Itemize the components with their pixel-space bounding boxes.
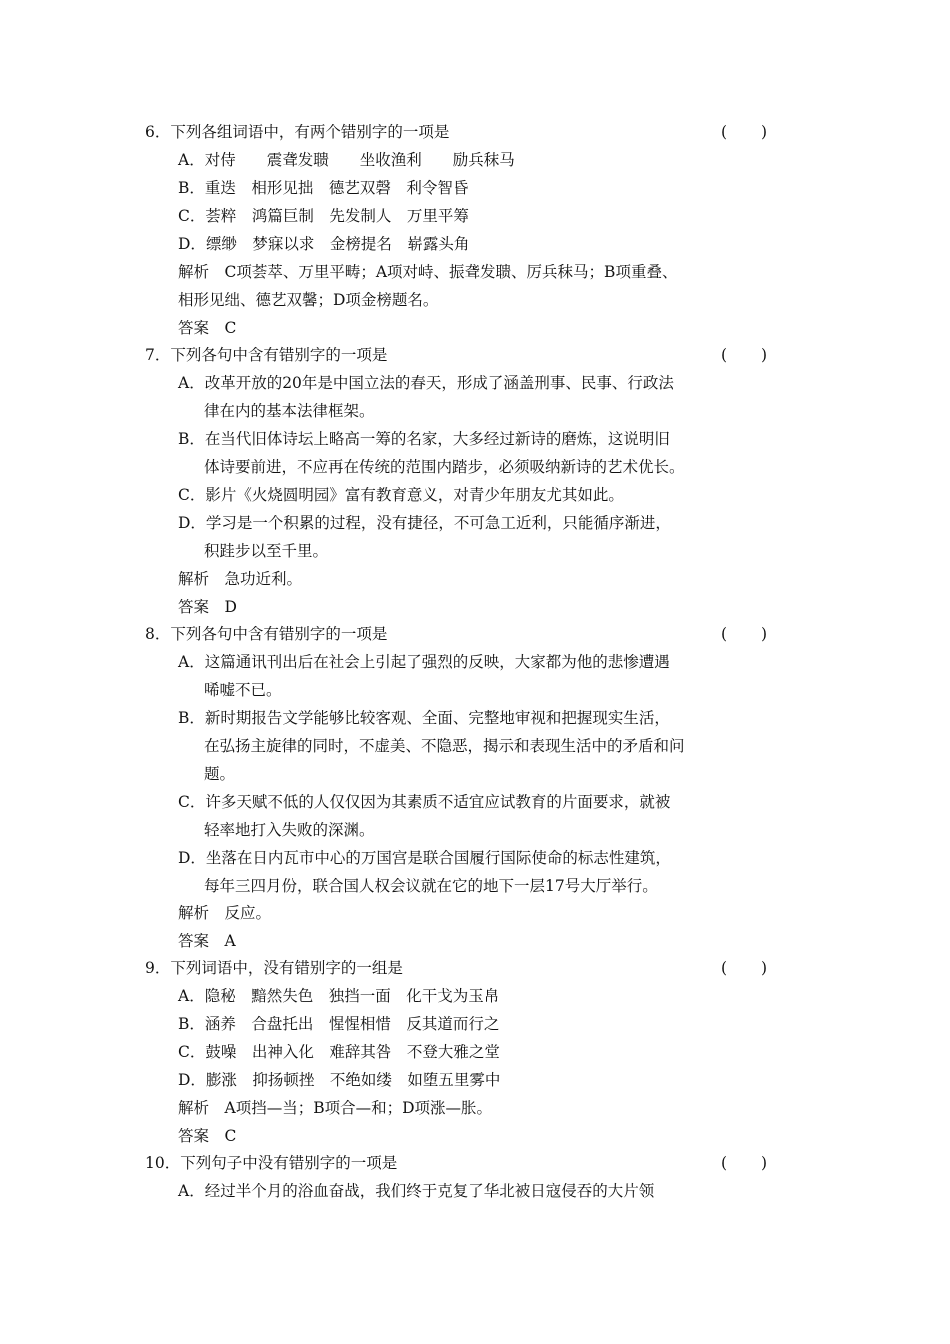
question-6-analysis-2: [0, 286, 950, 314]
option-text: 积跬步以至千里。: [204, 542, 329, 560]
question-7-option-c: [0, 481, 950, 509]
option-text: 题。: [204, 765, 236, 783]
answer-text: 答案 C: [178, 319, 237, 337]
option-text: A．这篇通讯刊出后在社会上引起了强烈的反映，大家都为他的悲惨遭遇: [178, 653, 670, 671]
question-stem: 8．下列各句中含有错别字的一项是: [145, 625, 388, 643]
question-6-analysis-1: [0, 258, 950, 286]
question-8-answer: [0, 927, 950, 955]
answer-text: 答案 C: [178, 1127, 237, 1145]
question-10-stem-line: 10．下列句子中没有错别字的一项是 ( ): [0, 1149, 950, 1177]
question-7-analysis: [0, 565, 950, 593]
option-text: 体诗要前进，不应再在传统的范围内踏步，必须吸纳新诗的艺术优长。: [204, 458, 685, 476]
option-text: B．新时期报告文学能够比较客观、全面、完整地审视和把握现实生活，: [178, 709, 670, 727]
question-7-option-a: [0, 369, 950, 397]
option-text: D．学习是一个积累的过程，没有捷径，不可急工近利，只能循序渐进，: [178, 514, 671, 532]
question-7-answer: [0, 593, 950, 621]
question-9-option-a: [0, 982, 950, 1010]
option-text: B．重迭 相形见拙 德艺双磬 利令智昏: [178, 179, 469, 197]
question-9-option-b: [0, 1010, 950, 1038]
question-6-answer: [0, 314, 950, 342]
option-text: A．经过半个月的浴血奋战，我们终于克复了华北被日寇侵吞的大片领: [178, 1182, 655, 1200]
answer-text: 答案 D: [178, 598, 237, 616]
question-9-answer: [0, 1122, 950, 1150]
analysis-text: 解析 急功近利。: [178, 570, 303, 588]
question-9-stem-line: 9．下列词语中，没有错别字的一组是 ( ): [0, 954, 950, 982]
option-text: C．鼓噪 出神入化 难辞其咎 不登大雅之堂: [178, 1043, 500, 1061]
question-7-option-d-cont: [0, 537, 950, 565]
question-8-option-b: [0, 704, 950, 732]
analysis-text: 解析 反应。: [178, 904, 272, 922]
question-9-analysis: [0, 1094, 950, 1122]
option-text: 唏嘘不已。: [204, 681, 282, 699]
option-text: D．坐落在日内瓦市中心的万国宫是联合国履行国际使命的标志性建筑，: [178, 849, 671, 867]
analysis-text: 相形见绌、德艺双馨；D项金榜题名。: [178, 291, 439, 309]
question-7-option-b-cont: [0, 453, 950, 481]
question-8-option-d-cont: [0, 872, 950, 900]
option-text: A．对侍 震聋发聩 坐收渔利 励兵秣马: [178, 151, 515, 169]
question-7-option-a-cont: [0, 397, 950, 425]
question-stem: 10．下列句子中没有错别字的一项是: [145, 1154, 398, 1172]
option-text: D．缥缈 梦寐以求 金榜提名 崭露头角: [178, 235, 470, 253]
question-8-stem-line: 8．下列各句中含有错别字的一项是 ( ): [0, 620, 950, 648]
option-text: 每年三四月份，联合国人权会议就在它的地下一层17号大厅举行。: [204, 877, 658, 895]
option-text: B．在当代旧体诗坛上略高一筹的名家，大多经过新诗的磨炼，这说明旧: [178, 430, 670, 448]
question-stem: 9．下列词语中，没有错别字的一组是: [145, 959, 403, 977]
question-8-option-a-cont: [0, 676, 950, 704]
question-7-option-b: [0, 425, 950, 453]
option-text: 在弘扬主旋律的同时，不虚美、不隐恶，揭示和表现生活中的矛盾和问: [204, 737, 685, 755]
question-6-stem-line: 6．下列各组词语中，有两个错别字的一项是 ( ): [0, 118, 950, 146]
option-text: C．荟粹 鸿篇巨制 先发制人 万里平筹: [178, 207, 469, 225]
answer-text: 答案 A: [178, 932, 236, 950]
question-8-option-c: [0, 788, 950, 816]
question-8-option-b-cont-1: [0, 732, 950, 760]
option-text: A．改革开放的20年是中国立法的春天，形成了涵盖刑事、民事、行政法: [178, 374, 674, 392]
question-8-option-a: [0, 648, 950, 676]
question-stem: 6．下列各组词语中，有两个错别字的一项是: [145, 123, 450, 141]
question-8-option-c-cont: [0, 816, 950, 844]
question-7-stem-line: 7．下列各句中含有错别字的一项是 ( ): [0, 341, 950, 369]
option-text: 轻率地打入失败的深渊。: [204, 821, 375, 839]
option-text: C．许多天赋不低的人仅仅因为其素质不适宜应试教育的片面要求，就被: [178, 793, 671, 811]
question-8-analysis: [0, 899, 950, 927]
analysis-text: 解析 A项挡—当；B项合—和；D项涨—胀。: [178, 1099, 493, 1117]
question-9-option-c: [0, 1038, 950, 1066]
option-text: B．涵养 合盘托出 惺惺相惜 反其道而行之: [178, 1015, 500, 1033]
question-6-option-c: [0, 202, 950, 230]
analysis-text: 解析 C项荟萃、万里平畴；A项对峙、振聋发聩、厉兵秣马；B项重叠、: [178, 263, 678, 281]
question-6-option-d: [0, 230, 950, 258]
question-6-option-b: [0, 174, 950, 202]
option-text: C．影片《火烧圆明园》富有教育意义，对青少年朋友尤其如此。: [178, 486, 624, 504]
question-8-option-b-cont-2: [0, 760, 950, 788]
question-9-option-d: [0, 1066, 950, 1094]
option-text: A．隐秘 黯然失色 独挡一面 化干戈为玉帛: [178, 987, 500, 1005]
question-10-option-a: [0, 1177, 950, 1205]
question-stem: 7．下列各句中含有错别字的一项是: [145, 346, 388, 364]
question-8-option-d: [0, 844, 950, 872]
option-text: 律在内的基本法律框架。: [204, 402, 375, 420]
question-7-option-d: [0, 509, 950, 537]
option-text: D．膨涨 抑扬顿挫 不绝如缕 如堕五里雾中: [178, 1071, 501, 1089]
question-6-option-a: [0, 146, 950, 174]
